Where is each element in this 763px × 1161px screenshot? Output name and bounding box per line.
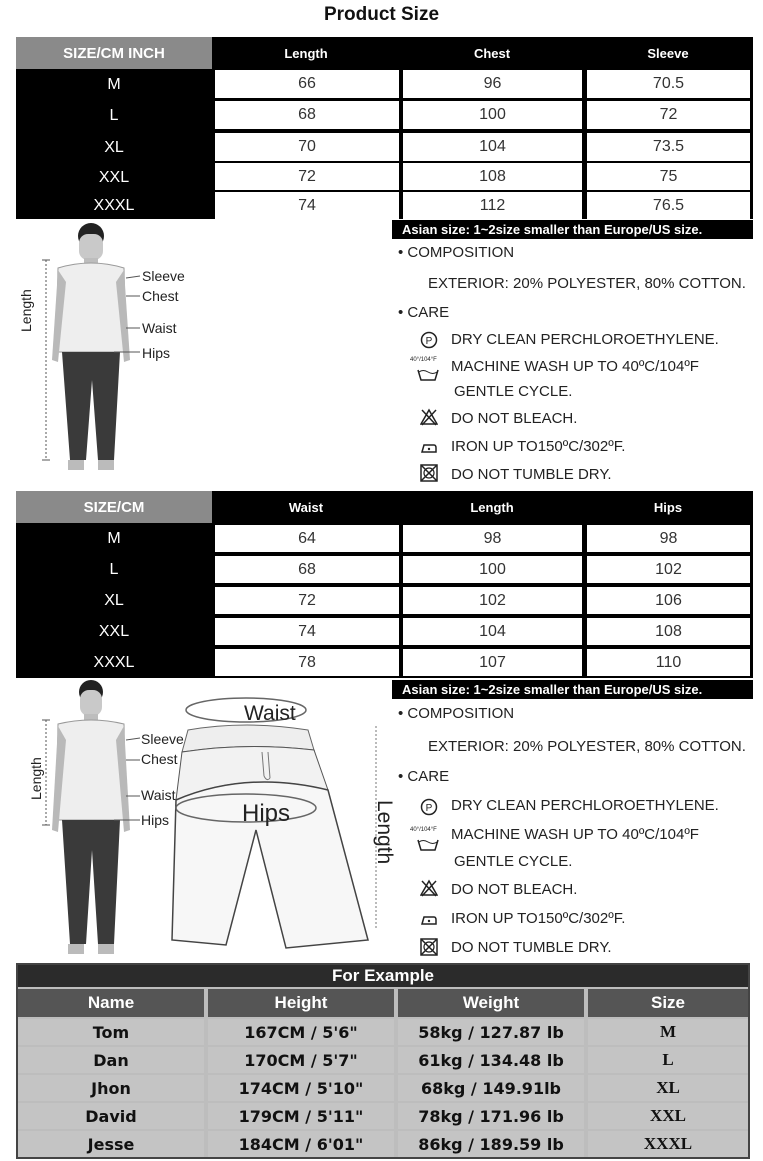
example-cell-weight: 58kg / 127.87 lb — [398, 1019, 584, 1045]
shorts-hips-label: Hips — [242, 800, 291, 827]
example-header-size: Size — [588, 989, 748, 1017]
table-cell: 64 — [215, 525, 399, 552]
composition-text: EXTERIOR: 20% POLYESTER, 80% COTTON. — [428, 738, 746, 755]
example-cell-size: M — [588, 1019, 748, 1045]
table-cell: 72 — [215, 587, 399, 614]
size-label: XXXL — [93, 196, 135, 214]
wash-icon-text: 40°/104°F — [410, 357, 437, 363]
iron-icon — [420, 910, 438, 928]
no-bleach-text: DO NOT BLEACH. — [451, 881, 578, 898]
table-header-length: Length — [284, 45, 328, 61]
composition-text: EXTERIOR: 20% POLYESTER, 80% COTTON. — [428, 275, 746, 292]
no-tumble-dry-text: DO NOT TUMBLE DRY. — [451, 939, 612, 956]
waist-label: Waist — [141, 787, 176, 803]
table-cell: 98 — [587, 525, 750, 552]
size-label: XL — [104, 591, 124, 609]
table-header-chest: Chest — [473, 45, 511, 61]
size-label: XL — [104, 138, 124, 156]
table-cell: 100 — [403, 101, 582, 129]
dry-clean-icon — [420, 798, 438, 816]
table-cell: 96 — [403, 70, 582, 98]
example-cell-height: 174CM / 5'10" — [208, 1075, 394, 1101]
example-cell-size: L — [588, 1047, 748, 1073]
table-header-hips: Hips — [653, 499, 683, 515]
table-cell: 110 — [587, 649, 750, 676]
example-cell-height: 179CM / 5'11" — [208, 1103, 394, 1129]
example-cell-height: 170CM / 5'7" — [208, 1047, 394, 1073]
hips-label: Hips — [141, 812, 170, 828]
table-cell: 102 — [587, 556, 750, 583]
table-cell: 112 — [403, 192, 582, 219]
no-tumble-dry-icon — [420, 464, 438, 482]
table-cell: 98 — [403, 525, 582, 552]
no-bleach-text: DO NOT BLEACH. — [451, 410, 578, 427]
table-cell: 78 — [215, 649, 399, 676]
table-cell: 76.5 — [587, 192, 750, 219]
table-header-length: Length — [470, 499, 514, 515]
example-cell-height: 167CM / 5'6" — [208, 1019, 394, 1045]
example-title: For Example — [18, 965, 748, 987]
table-header-sleeve: Sleeve — [647, 45, 689, 61]
wash-text-line2: GENTLE CYCLE. — [454, 383, 573, 400]
bottom-size-table — [16, 491, 753, 678]
page-title: Product Size — [323, 4, 440, 25]
composition-label: COMPOSITION — [407, 244, 515, 261]
example-cell-weight: 61kg / 134.48 lb — [398, 1047, 584, 1073]
table-cell: 106 — [587, 587, 750, 614]
table-cell: 104 — [403, 618, 582, 645]
table-cell: 102 — [403, 587, 582, 614]
model-figure — [28, 220, 198, 488]
dry-clean-text: DRY CLEAN PERCHLOROETHYLENE. — [451, 797, 719, 814]
table-cell: 74 — [215, 618, 399, 645]
svg-text:P: P — [425, 803, 433, 814]
waist-label: Waist — [142, 320, 177, 336]
sleeve-label: Sleeve — [142, 268, 185, 284]
wash-icon — [416, 364, 440, 382]
asian-size-note: Asian size: 1~2size smaller than Europe/US size. — [392, 680, 753, 699]
care-info-bottom — [396, 702, 756, 960]
wash-text-line2: GENTLE CYCLE. — [454, 853, 573, 870]
dry-clean-text: DRY CLEAN PERCHLOROETHYLENE. — [451, 331, 719, 348]
size-label: XXL — [98, 622, 130, 640]
chest-label: Chest — [142, 288, 179, 304]
composition-heading: • COMPOSITION — [398, 705, 515, 722]
table-cell: 66 — [215, 70, 399, 98]
no-tumble-dry-text: DO NOT TUMBLE DRY. — [451, 466, 612, 483]
no-bleach-icon — [420, 879, 438, 897]
care-info-top — [396, 240, 756, 488]
table-header-size: SIZE/CM — [16, 491, 212, 523]
hips-label: Hips — [142, 345, 171, 361]
care-label: CARE — [407, 304, 450, 321]
example-cell-name: Tom — [18, 1019, 204, 1045]
table-cell: 75 — [587, 163, 750, 190]
example-header-height: Height — [208, 989, 394, 1017]
size-label: M — [107, 75, 121, 93]
example-cell-size: XL — [588, 1075, 748, 1101]
chest-label: Chest — [141, 751, 178, 767]
sleeve-label: Sleeve — [141, 731, 184, 747]
shorts-length-label: Length — [373, 800, 396, 865]
example-cell-weight: 86kg / 189.59 lb — [398, 1131, 584, 1157]
example-header-name: Name — [18, 989, 204, 1017]
table-cell: 73.5 — [587, 133, 750, 161]
table-header-size: SIZE/CM INCH — [16, 37, 212, 69]
example-cell-name: Dan — [18, 1047, 204, 1073]
table-cell: 74 — [215, 192, 399, 219]
dry-clean-icon — [420, 331, 438, 349]
size-label: XXXL — [93, 653, 135, 671]
example-cell-name: Jhon — [18, 1075, 204, 1101]
svg-text:P: P — [425, 336, 433, 347]
table-cell: 108 — [587, 618, 750, 645]
example-table — [16, 963, 750, 1159]
shorts-waist-label: Waist — [244, 702, 296, 725]
care-label: CARE — [407, 768, 450, 785]
composition-heading: • COMPOSITION — [398, 244, 515, 261]
example-cell-size: XXL — [588, 1103, 748, 1129]
example-cell-size: XXXL — [588, 1131, 748, 1157]
table-cell: 72 — [587, 101, 750, 129]
example-cell-weight: 78kg / 171.96 lb — [398, 1103, 584, 1129]
length-label: Length — [28, 757, 44, 800]
size-label: L — [109, 106, 119, 124]
length-label: Length — [18, 289, 34, 332]
wash-icon — [416, 834, 440, 852]
table-cell: 68 — [215, 556, 399, 583]
table-cell: 70 — [215, 133, 399, 161]
wash-text-line1: MACHINE WASH UP TO 40ºC/104ºF — [451, 826, 699, 843]
size-label: XXL — [98, 168, 130, 186]
table-cell: 108 — [403, 163, 582, 190]
wash-icon-text: 40°/104°F — [410, 827, 437, 833]
no-tumble-dry-icon — [420, 938, 438, 956]
composition-label: COMPOSITION — [407, 705, 515, 722]
table-cell: 104 — [403, 133, 582, 161]
example-cell-name: David — [18, 1103, 204, 1129]
iron-icon — [420, 438, 438, 456]
wash-text-line1: MACHINE WASH UP TO 40ºC/104ºF — [451, 358, 699, 375]
asian-size-note: Asian size: 1~2size smaller than Europe/US size. — [392, 220, 753, 239]
example-cell-height: 184CM / 6'01" — [208, 1131, 394, 1157]
table-cell: 68 — [215, 101, 399, 129]
table-header-waist: Waist — [288, 499, 324, 515]
table-cell: 72 — [215, 163, 399, 190]
table-cell: 107 — [403, 649, 582, 676]
no-bleach-icon — [420, 408, 438, 426]
example-cell-weight: 68kg / 149.91lb — [398, 1075, 584, 1101]
iron-text: IRON UP TO150ºC/302ºF. — [451, 438, 626, 455]
size-label: L — [109, 560, 119, 578]
table-cell: 100 — [403, 556, 582, 583]
table-cell: 70.5 — [587, 70, 750, 98]
top-size-table — [16, 37, 753, 219]
care-heading: • CARE — [398, 768, 450, 785]
example-header-weight: Weight — [398, 989, 584, 1017]
example-cell-name: Jesse — [18, 1131, 204, 1157]
size-label: M — [107, 529, 121, 547]
iron-text: IRON UP TO150ºC/302ºF. — [451, 910, 626, 927]
care-heading: • CARE — [398, 304, 450, 321]
